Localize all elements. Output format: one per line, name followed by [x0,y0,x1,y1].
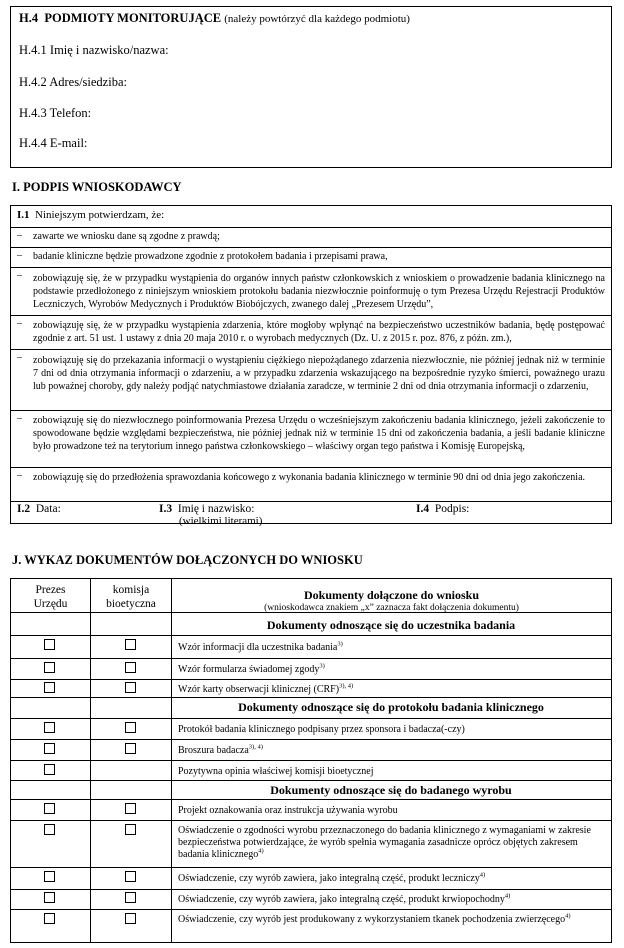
col-header-documents-title: Dokumenty dołączone do wniosku [303,588,480,602]
group-heading: Dokumenty odnoszące się do uczestnika badania [266,618,516,632]
section-h4-code: H.4 [19,11,39,25]
i4-label: Podpis: [434,503,470,515]
section-j-heading: J. WYKAZ DOKUMENTÓW DOŁĄCZONYCH DO WNIOSKU [12,553,363,567]
col-header-commission-line1: komisja [112,584,150,596]
field-email[interactable]: H.4.4 E-mail: [19,136,88,150]
commission-checkbox[interactable] [125,639,136,650]
document-label: Oświadczenie, czy wyrób zawiera, jako integralną część, produkt krwiopochodny$^{4)}$ [178,892,511,905]
dash: – [17,318,22,329]
col-header-commission-line2: bioetyczna [106,598,156,610]
document-label: Pozytywna opinia właściwej komisji bioetycznej [178,766,374,777]
declaration-text: zobowiązuję się do przedłożenia sprawozdania końcowego z wykonania badania klinicznego w terminie 90 dni od dnia jego zakończenia. [33,472,586,483]
col-header-office-line1: Prezes [35,584,66,596]
col-header-commission [91,583,171,611]
commission-checkbox[interactable] [125,892,136,903]
office-checkbox[interactable] [44,743,55,754]
office-checkbox[interactable] [44,722,55,733]
commission-checkbox[interactable] [125,803,136,814]
group-heading: Dokumenty odnoszące się do protokołu badania klinicznego [238,700,544,714]
col-header-office-line2: Urzędu [33,598,68,610]
document-label: Wzór formularza świadomej zgody$^{3)}$ [178,662,325,675]
office-checkbox[interactable] [44,892,55,903]
declaration-text: zobowiązuję się, że w przypadku wystąpienia do organów innych państw członkowskich z wnioskiem o prowadzenie badania klinicznego na podstawie przedłożonego z niniejszym wnioskiem protokołu badania niezwłocznie poinformuję o tym Prezesa Urzędu Rejestracji Produktów Leczniczych, Wyrobów Medycznych i Produktów Biobójczych, zwanego dalej „Prezesem Urzędu”, [33,273,605,310]
office-checkbox[interactable] [44,764,55,775]
document-label: Protokół badania klinicznego podpisany przez sponsora i badacza(-czy) [178,724,465,735]
dash: – [17,230,22,241]
dash: – [17,250,22,261]
section-h4-heading: PODMIOTY MONITORUJĄCE [44,11,222,25]
field-name[interactable]: H.4.1 Imię i nazwisko/nazwa: [19,43,169,57]
document-label: Oświadczenie, czy wyrób jest produkowany z wykorzystaniem tkanek pochodzenia zwierzęcego$^{4)}$ [178,912,571,925]
section-i-heading: I. PODPIS WNIOSKODAWCY [12,180,182,194]
declaration-text: zawarte we wniosku dane są zgodne z prawdą; [33,231,220,242]
field-date[interactable] [17,503,61,515]
dash: – [17,413,22,424]
i4-code: I.4 [416,503,430,515]
office-checkbox[interactable] [44,662,55,673]
section-h4-note: (należy powtórzyć dla każdego podmiotu) [224,13,410,25]
i1-label [17,209,164,221]
dash: – [17,270,22,281]
commission-checkbox[interactable] [125,871,136,882]
commission-checkbox[interactable] [125,824,136,835]
declaration-text: zobowiązuję się do przekazania informacji o wystąpieniu ciężkiego niepożądanego zdarzenia niezwłocznie, nie później jednak niż w terminie 7 dni od dnia otrzymania informacji o zdarzeniu, a w przypadku zdarzenia wskazującego na bezpośrednie ryzyko śmierci, poważnego urazu lub poważnej choroby, gdy należy podjąć natychmiastowe działania zaradcze, w terminie 2 dni od dnia otrzymania informacji o zdarzeniu, [33,355,605,392]
commission-checkbox[interactable] [125,662,136,673]
col-header-office [11,583,90,611]
commission-checkbox[interactable] [125,722,136,733]
col-header-documents-note: (wnioskodawca znakiem „x” zaznacza fakt dołączenia dokumentu) [264,603,519,613]
section-h4-title [19,11,410,26]
document-label: Wzór karty obserwacji klinicznej (CRF)$^{3), 4)}$ [178,682,354,695]
commission-checkbox[interactable] [125,743,136,754]
document-label: Projekt oznakowania oraz instrukcja używania wyrobu [178,805,398,816]
declaration-item [11,411,611,468]
dash: – [17,352,22,363]
col-header-documents [172,588,611,613]
field-signature[interactable] [416,503,469,515]
field-full-name[interactable] [159,503,255,515]
declaration-item [11,468,611,502]
document-label: Oświadczenie, czy wyrób zawiera, jako integralną część, produkt leczniczy$^{4)}$ [178,871,486,884]
office-checkbox[interactable] [44,639,55,650]
dash: – [17,470,22,481]
office-checkbox[interactable] [44,824,55,835]
document-label: Broszura badacza$^{3), 4)}$ [178,743,263,756]
i3-code: I.3 [159,503,173,515]
declaration-item [11,350,611,411]
declaration-item [11,248,611,268]
declaration-text: zobowiązuję się, że w przypadku wystąpienia zdarzenia, które mogłoby wpłynąć na bezpieczeństwo uczestników badania, będę postępować zgodnie z art. 51 ust. 1 ustawy z dnia 20 maja 2010 r. o wyrobach medycznych (Dz. U. z 2015 r. poz. 876, z późn. zm.), [33,320,605,344]
declaration-item [11,316,611,350]
section-h4-box [10,6,612,168]
document-label: Oświadczenie o zgodności wyrobu przeznaczonego do badania klinicznego z wymaganiami w zakresie bezpieczeństwa potwierdzające, że wyrób spełnia wymagania zasadnicze oprócz objętych zakresem badania klinicznego$^{4)}$ [178,825,591,860]
office-checkbox[interactable] [44,682,55,693]
group-heading: Dokumenty odnoszące się do badanego wyrobu [270,783,512,797]
section-i-table [10,205,612,527]
declaration-text: badanie kliniczne będzie prowadzone zgodnie z protokołem badania i przepisami prawa, [33,251,388,262]
i1-code: I.1 [17,209,30,221]
office-checkbox[interactable] [44,871,55,882]
field-phone[interactable]: H.4.3 Telefon: [19,106,92,120]
documents-table [10,578,612,943]
commission-checkbox[interactable] [125,913,136,924]
declaration-text: zobowiązuję się do niezwłocznego poinformowania Prezesa Urzędu o wcześniejszym zakończeniu badania klinicznego, jeżeli zakończenie to spowodowane będzie względami bezpieczeństwa, nie później jednak niż w terminie 15 dni od zakończenia badania, a jeśli badanie kliniczne było prowadzone też na terytorium innego państwa członkowskiego – właściwy organ tego państwa i Komisję Europejską, [33,415,605,452]
office-checkbox[interactable] [44,803,55,814]
office-checkbox[interactable] [44,913,55,924]
i1-row [11,206,611,228]
field-address[interactable]: H.4.2 Adres/siedziba: [19,75,127,89]
i2-code: I.2 [17,503,31,515]
i1-text: Niniejszym potwierdzam, że: [35,209,165,221]
i3-subnote: (wielkimi literami) [179,515,263,527]
i3-label: Imię i nazwisko: [177,503,255,515]
commission-checkbox[interactable] [125,682,136,693]
declaration-item [11,228,611,248]
i2-label: Data: [35,503,61,515]
document-label: Wzór informacji dla uczestnika badania$^{3)}$ [178,640,343,653]
declaration-item [11,268,611,316]
